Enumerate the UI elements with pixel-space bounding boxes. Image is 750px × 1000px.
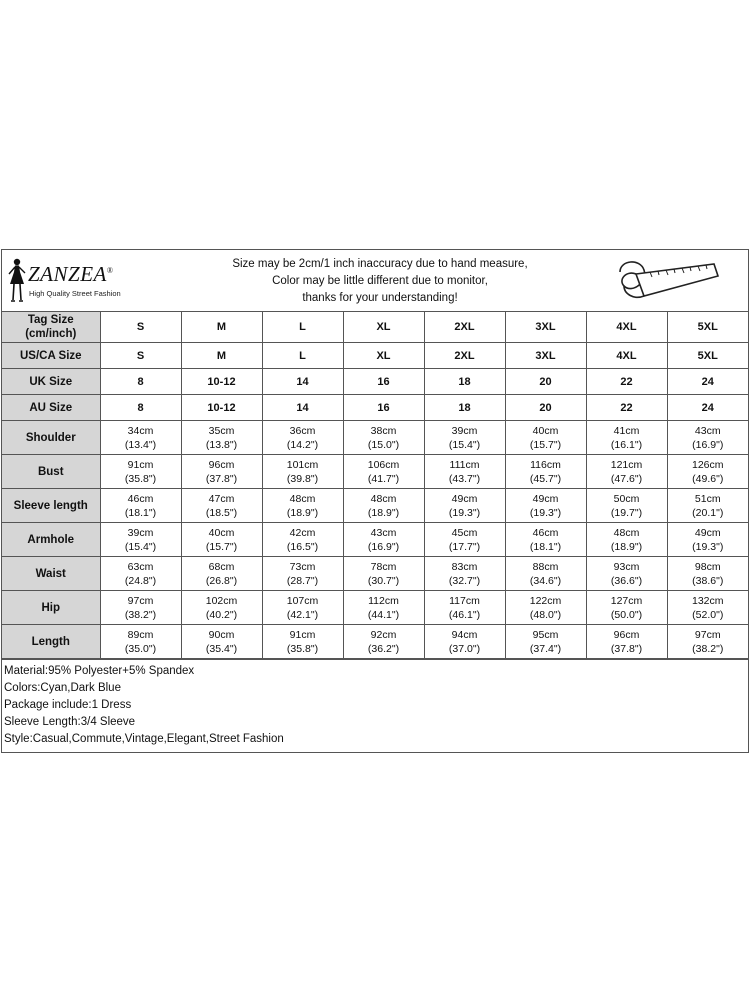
inch-value: (18.1") xyxy=(124,506,157,519)
cm-value: 51cm xyxy=(694,492,721,505)
inch-value: (19.3") xyxy=(529,506,562,519)
notice-line: thanks for your understanding! xyxy=(302,292,458,304)
table-cell xyxy=(505,591,586,625)
table-cell xyxy=(343,489,424,523)
table-cell xyxy=(505,489,586,523)
cm-value: 49cm xyxy=(532,492,559,505)
table-cell xyxy=(262,523,343,557)
note-line: Package include:1 Dress xyxy=(4,699,132,711)
cm-value: 116cm xyxy=(530,458,561,471)
cm-value: 132cm xyxy=(691,594,724,607)
chart-header xyxy=(2,250,748,312)
table-row xyxy=(2,395,748,421)
table-cell xyxy=(181,625,262,659)
cm-value: 46cm xyxy=(127,492,154,505)
row-header: UK Size xyxy=(2,369,100,395)
table-cell xyxy=(343,625,424,659)
brand-tagline: High Quality Street Fashion xyxy=(29,289,121,298)
table-cell xyxy=(262,557,343,591)
cm-value: 95cm xyxy=(532,628,559,641)
cm-value: 46cm xyxy=(532,526,559,539)
inch-value: (37.8") xyxy=(610,642,643,655)
table-cell: 5XL xyxy=(667,312,748,343)
table-cell: 22 xyxy=(586,369,667,395)
row-header: Length xyxy=(2,625,100,659)
cm-value: 34cm xyxy=(127,424,154,437)
table-cell xyxy=(100,625,181,659)
note-line: Sleeve Length:3/4 Sleeve xyxy=(4,716,136,728)
row-header: Armhole xyxy=(2,523,100,557)
cm-value: 97cm xyxy=(127,594,154,607)
table-row xyxy=(2,369,748,395)
inch-value: (40.2") xyxy=(205,608,238,621)
table-cell: 18 xyxy=(424,395,505,421)
row-header: Sleeve length xyxy=(2,489,100,523)
inch-value: (19.7") xyxy=(610,506,643,519)
table-cell xyxy=(343,591,424,625)
cm-value: 42cm xyxy=(289,526,316,539)
inch-value: (34.6") xyxy=(529,574,562,587)
row-header: Bust xyxy=(2,455,100,489)
brand-name: ZANZEA® xyxy=(28,262,114,286)
table-cell xyxy=(424,455,505,489)
cm-value: 47cm xyxy=(208,492,235,505)
inch-value: (32.7") xyxy=(448,574,481,587)
inch-value: (45.7") xyxy=(529,472,562,485)
table-cell: 10-12 xyxy=(181,369,262,395)
table-cell: 14 xyxy=(262,395,343,421)
cm-value: 98cm xyxy=(694,560,721,573)
table-cell xyxy=(667,523,748,557)
inch-value: (44.1") xyxy=(367,608,400,621)
table-cell xyxy=(100,421,181,455)
inch-value: (18.1") xyxy=(529,540,562,553)
table-row xyxy=(2,455,748,489)
cm-value: 97cm xyxy=(694,628,721,641)
inch-value: (16.9") xyxy=(367,540,400,553)
cm-value: 96cm xyxy=(208,458,235,471)
table-cell xyxy=(100,557,181,591)
inch-value: (41.7") xyxy=(367,472,400,485)
table-cell: 8 xyxy=(100,369,181,395)
table-cell: XL xyxy=(343,343,424,369)
table-cell xyxy=(505,523,586,557)
note-line: Material:95% Polyester+5% Spandex xyxy=(4,665,195,677)
cm-value: 91cm xyxy=(289,628,316,641)
table-cell xyxy=(667,455,748,489)
cm-value: 38cm xyxy=(370,424,397,437)
inch-value: (13.4") xyxy=(124,438,157,451)
table-cell: 18 xyxy=(424,369,505,395)
table-cell: 5XL xyxy=(667,343,748,369)
inch-value: (36.6") xyxy=(610,574,643,587)
table-cell xyxy=(262,625,343,659)
cm-value: 90cm xyxy=(208,628,235,641)
inch-value: (16.1") xyxy=(610,438,643,451)
inch-value: (18.5") xyxy=(205,506,238,519)
cm-value: 43cm xyxy=(370,526,397,539)
table-cell xyxy=(424,523,505,557)
inch-value: (35.0") xyxy=(124,642,157,655)
table-cell xyxy=(586,489,667,523)
table-cell xyxy=(343,455,424,489)
inch-value: (50.0") xyxy=(610,608,643,621)
table-cell xyxy=(586,523,667,557)
cm-value: 40cm xyxy=(208,526,235,539)
inch-value: (37.4") xyxy=(529,642,562,655)
inch-value: (38.6") xyxy=(692,574,724,587)
table-cell xyxy=(424,625,505,659)
cm-value: 89cm xyxy=(127,628,154,641)
inch-value: (24.8") xyxy=(124,574,157,587)
table-cell xyxy=(181,591,262,625)
table-cell xyxy=(505,625,586,659)
cm-value: 73cm xyxy=(289,560,316,573)
table-cell xyxy=(667,557,748,591)
table-cell xyxy=(667,625,748,659)
cm-value: 92cm xyxy=(370,628,397,641)
inch-value: (14.2") xyxy=(286,438,319,451)
cm-value: 122cm xyxy=(529,594,562,607)
inch-value: (35.4") xyxy=(205,642,238,655)
cm-value: 39cm xyxy=(451,424,478,437)
cm-value: 36cm xyxy=(289,424,316,437)
row-header: AU Size xyxy=(2,395,100,421)
inch-value: (46.1") xyxy=(448,608,481,621)
inch-value: (19.3") xyxy=(692,540,724,553)
note-line: Style:Casual,Commute,Vintage,Elegant,Street Fashion xyxy=(4,733,284,745)
product-notes xyxy=(2,659,748,752)
table-cell xyxy=(586,557,667,591)
table-cell: L xyxy=(262,312,343,343)
cm-value: 126cm xyxy=(691,458,724,471)
inch-value: (47.6") xyxy=(610,472,643,485)
table-cell xyxy=(100,523,181,557)
inch-value: (37.0") xyxy=(448,642,481,655)
cm-value: 102cm xyxy=(205,594,238,607)
inch-value: (35.8") xyxy=(286,642,319,655)
table-cell: 20 xyxy=(505,369,586,395)
inch-value: (15.0") xyxy=(367,438,400,451)
cm-value: 49cm xyxy=(694,526,721,539)
table-cell xyxy=(586,591,667,625)
table-cell: 24 xyxy=(667,369,748,395)
cm-value: 88cm xyxy=(532,560,559,573)
table-cell xyxy=(262,421,343,455)
cm-value: 50cm xyxy=(613,492,640,505)
table-cell: M xyxy=(181,312,262,343)
woman-silhouette-icon xyxy=(6,258,28,304)
table-cell xyxy=(586,421,667,455)
measurement-notice xyxy=(180,256,580,307)
inch-value: (15.4") xyxy=(448,438,481,451)
table-row xyxy=(2,591,748,625)
cm-value: 111cm xyxy=(449,458,480,471)
table-cell xyxy=(505,421,586,455)
table-cell: 4XL xyxy=(586,312,667,343)
table-cell: 16 xyxy=(343,369,424,395)
inch-value: (36.2") xyxy=(367,642,400,655)
table-cell xyxy=(505,557,586,591)
table-cell xyxy=(262,455,343,489)
table-cell xyxy=(181,523,262,557)
table-cell: 24 xyxy=(667,395,748,421)
table-row xyxy=(2,625,748,659)
notice-line: Color may be little different due to monitor, xyxy=(272,275,488,287)
table-cell xyxy=(343,557,424,591)
inch-value: (18.9") xyxy=(367,506,400,519)
cm-value: 35cm xyxy=(208,424,235,437)
table-cell: 10-12 xyxy=(181,395,262,421)
inch-value: (18.9") xyxy=(610,540,643,553)
row-header: Shoulder xyxy=(2,421,100,455)
table-cell xyxy=(343,523,424,557)
inch-value: (48.0") xyxy=(529,608,562,621)
inch-value: (42.1") xyxy=(286,608,319,621)
table-row xyxy=(2,523,748,557)
cm-value: 48cm xyxy=(370,492,397,505)
table-cell: 4XL xyxy=(586,343,667,369)
table-cell xyxy=(262,489,343,523)
table-cell xyxy=(181,455,262,489)
table-cell xyxy=(343,421,424,455)
table-cell xyxy=(424,489,505,523)
size-chart xyxy=(1,249,749,753)
row-header: Tag Size (cm/inch) xyxy=(2,312,100,343)
row-header: Waist xyxy=(2,557,100,591)
cm-value: 94cm xyxy=(451,628,478,641)
inch-value: (16.9") xyxy=(692,438,724,451)
inch-value: (20.1") xyxy=(692,506,724,519)
row-header: US/CA Size xyxy=(2,343,100,369)
table-cell xyxy=(100,489,181,523)
cm-value: 68cm xyxy=(208,560,235,573)
table-row xyxy=(2,421,748,455)
note-line: Colors:Cyan,Dark Blue xyxy=(4,682,121,694)
inch-value: (49.6") xyxy=(692,472,724,485)
table-cell: 3XL xyxy=(505,312,586,343)
table-cell xyxy=(181,421,262,455)
inch-value: (19.3") xyxy=(448,506,481,519)
inch-value: (17.7") xyxy=(448,540,481,553)
inch-value: (16.5") xyxy=(286,540,319,553)
table-cell: 20 xyxy=(505,395,586,421)
table-cell xyxy=(586,455,667,489)
inch-value: (30.7") xyxy=(367,574,400,587)
table-cell xyxy=(100,455,181,489)
inch-value: (38.2") xyxy=(124,608,157,621)
cm-value: 106cm xyxy=(367,458,400,471)
inch-value: (18.9") xyxy=(286,506,319,519)
table-cell: S xyxy=(100,312,181,343)
cm-value: 40cm xyxy=(532,424,559,437)
table-row xyxy=(2,343,748,369)
table-cell: M xyxy=(181,343,262,369)
table-row xyxy=(2,557,748,591)
table-cell: 14 xyxy=(262,369,343,395)
cm-value: 83cm xyxy=(451,560,478,573)
table-cell xyxy=(424,421,505,455)
table-cell xyxy=(667,489,748,523)
size-table xyxy=(2,312,748,659)
inch-value: (28.7") xyxy=(286,574,319,587)
table-cell xyxy=(586,625,667,659)
measuring-tape-icon xyxy=(610,254,722,306)
cm-value: 127cm xyxy=(610,594,643,607)
inch-value: (52.0") xyxy=(692,608,724,621)
inch-value: (13.8") xyxy=(205,438,238,451)
cm-value: 39cm xyxy=(127,526,154,539)
inch-value: (43.7") xyxy=(448,472,481,485)
cm-value: 112cm xyxy=(368,594,399,607)
table-cell: 2XL xyxy=(424,343,505,369)
table-cell: S xyxy=(100,343,181,369)
notice-line: Size may be 2cm/1 inch inaccuracy due to hand measure, xyxy=(232,258,528,270)
cm-value: 96cm xyxy=(613,628,640,641)
table-row xyxy=(2,312,748,343)
table-cell xyxy=(424,557,505,591)
table-cell: 8 xyxy=(100,395,181,421)
table-cell xyxy=(100,591,181,625)
inch-value: (38.2") xyxy=(692,642,724,655)
table-cell: 2XL xyxy=(424,312,505,343)
cm-value: 45cm xyxy=(451,526,478,539)
cm-value: 41cm xyxy=(613,424,640,437)
inch-value: (35.8") xyxy=(124,472,157,485)
inch-value: (15.4") xyxy=(124,540,157,553)
table-cell xyxy=(262,591,343,625)
table-cell xyxy=(181,489,262,523)
table-cell xyxy=(424,591,505,625)
table-cell: 16 xyxy=(343,395,424,421)
table-cell xyxy=(667,591,748,625)
cm-value: 101cm xyxy=(286,458,319,471)
cm-value: 49cm xyxy=(451,492,478,505)
cm-value: 48cm xyxy=(613,526,640,539)
cm-value: 91cm xyxy=(127,458,154,471)
inch-value: (15.7") xyxy=(205,540,238,553)
cm-value: 78cm xyxy=(370,560,397,573)
inch-value: (39.8") xyxy=(286,472,319,485)
table-cell: XL xyxy=(343,312,424,343)
brand-logo xyxy=(6,258,146,304)
table-cell: 22 xyxy=(586,395,667,421)
table-cell xyxy=(505,455,586,489)
cm-value: 48cm xyxy=(289,492,316,505)
cm-value: 93cm xyxy=(613,560,640,573)
cm-value: 63cm xyxy=(127,560,154,573)
cm-value: 43cm xyxy=(694,424,721,437)
table-row xyxy=(2,489,748,523)
cm-value: 107cm xyxy=(286,594,319,607)
cm-value: 121cm xyxy=(610,458,643,471)
inch-value: (37.8") xyxy=(205,472,238,485)
table-cell: L xyxy=(262,343,343,369)
inch-value: (26.8") xyxy=(205,574,238,587)
table-cell: 3XL xyxy=(505,343,586,369)
cm-value: 117cm xyxy=(449,594,480,607)
row-header: Hip xyxy=(2,591,100,625)
table-cell xyxy=(667,421,748,455)
table-cell xyxy=(181,557,262,591)
inch-value: (15.7") xyxy=(529,438,562,451)
